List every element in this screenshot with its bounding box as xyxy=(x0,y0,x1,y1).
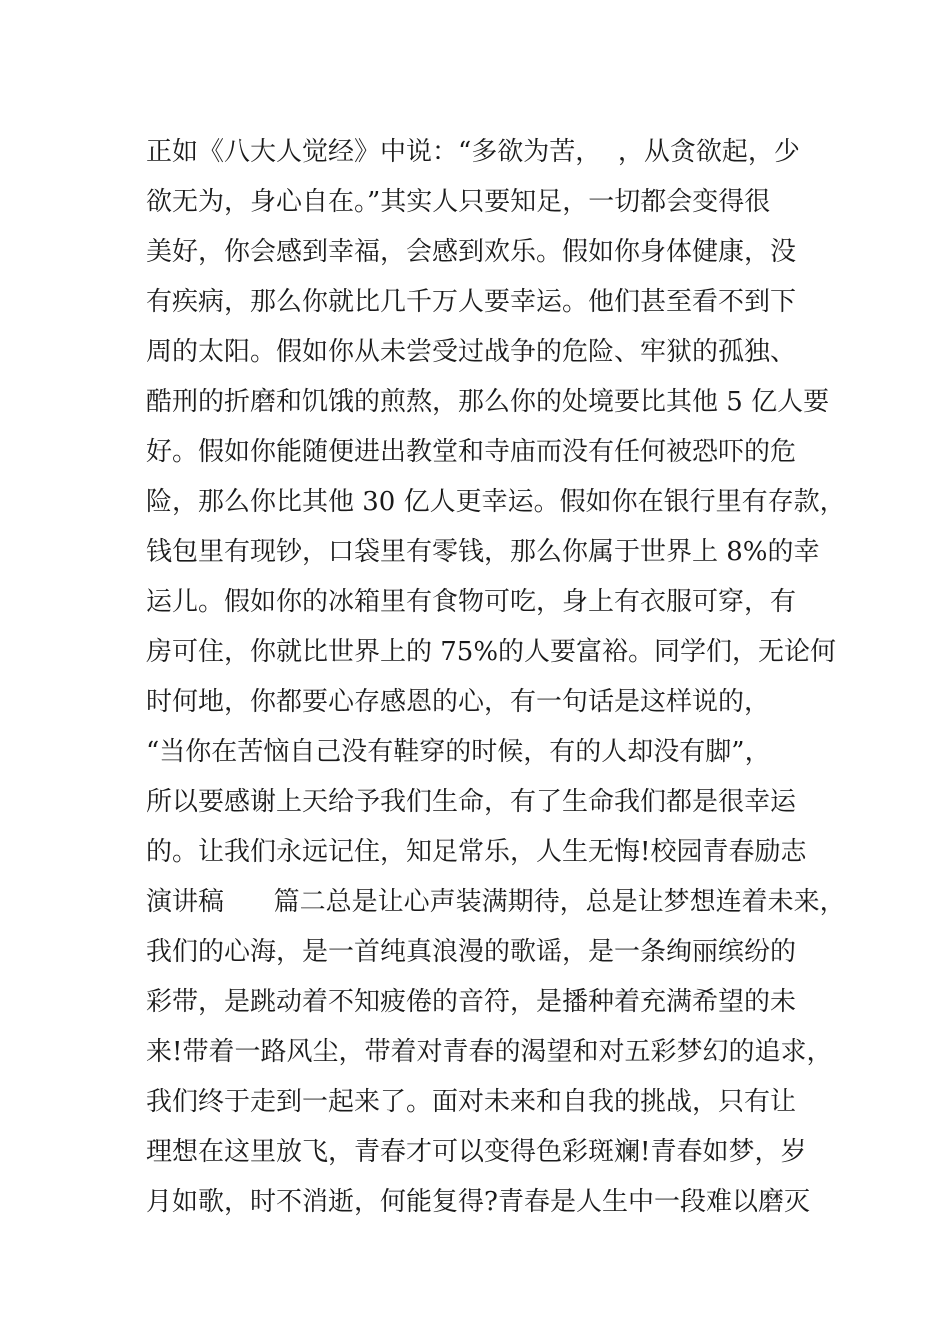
text-line: 我们终于走到一起来了。面对未来和自我的挑战，只有让 xyxy=(146,1087,797,1117)
text-line: 欲无为，身心自在。”其实人只要知足，一切都会变得很 xyxy=(146,187,771,217)
text-line: 月如歌，时不消逝，何能复得?青春是人生中一段难以磨灭 xyxy=(146,1187,810,1217)
body-text xyxy=(146,127,846,1227)
text-line: 运儿。假如你的冰箱里有食物可吃，身上有衣服可穿，有 xyxy=(146,587,797,617)
text-line: “当你在苦恼自己没有鞋穿的时候，有的人却没有脚”， xyxy=(146,737,771,767)
text-line: 险，那么你比其他 30 亿人更幸运。假如你在银行里有存款， xyxy=(146,487,846,517)
text-line: 正如《八大人觉经》中说：“多欲为苦， ，从贪欲起，少 xyxy=(146,137,800,167)
text-line: 的。让我们永远记住，知足常乐，人生无悔!校园青春励志 xyxy=(146,837,807,867)
text-line: 我们的心海，是一首纯真浪漫的歌谣，是一条绚丽缤纷的 xyxy=(146,937,797,967)
text-line: 好。假如你能随便进出教堂和寺庙而没有任何被恐吓的危 xyxy=(146,437,797,467)
text-line: 彩带，是跳动着不知疲倦的音符，是播种着充满希望的未 xyxy=(146,987,797,1017)
text-line: 美好，你会感到幸福，会感到欢乐。假如你身体健康，没 xyxy=(146,237,797,267)
text-line: 房可住，你就比世界上的 75%的人要富裕。同学们，无论何 xyxy=(146,637,837,667)
text-line: 酷刑的折磨和饥饿的煎熬，那么你的处境要比其他 5 亿人要 xyxy=(146,387,830,417)
text-line: 有疾病，那么你就比几千万人要幸运。他们甚至看不到下 xyxy=(146,287,797,317)
text-line: 来!带着一路风尘，带着对青春的渴望和对五彩梦幻的追求， xyxy=(146,1037,833,1067)
text-line: 周的太阳。假如你从未尝受过战争的危险、牢狱的孤独、 xyxy=(146,337,797,367)
text-line: 时何地，你都要心存感恩的心，有一句话是这样说的， xyxy=(146,687,771,717)
text-line: 所以要感谢上天给予我们生命，有了生命我们都是很幸运 xyxy=(146,787,797,817)
text-line: 钱包里有现钞，口袋里有零钱，那么你属于世界上 8%的幸 xyxy=(146,537,820,567)
text-line: 演讲稿 篇二总是让心声装满期待，总是让梦想连着未来， xyxy=(146,887,846,917)
text-line: 理想在这里放飞，青春才可以变得色彩斑斓!青春如梦，岁 xyxy=(146,1137,807,1167)
